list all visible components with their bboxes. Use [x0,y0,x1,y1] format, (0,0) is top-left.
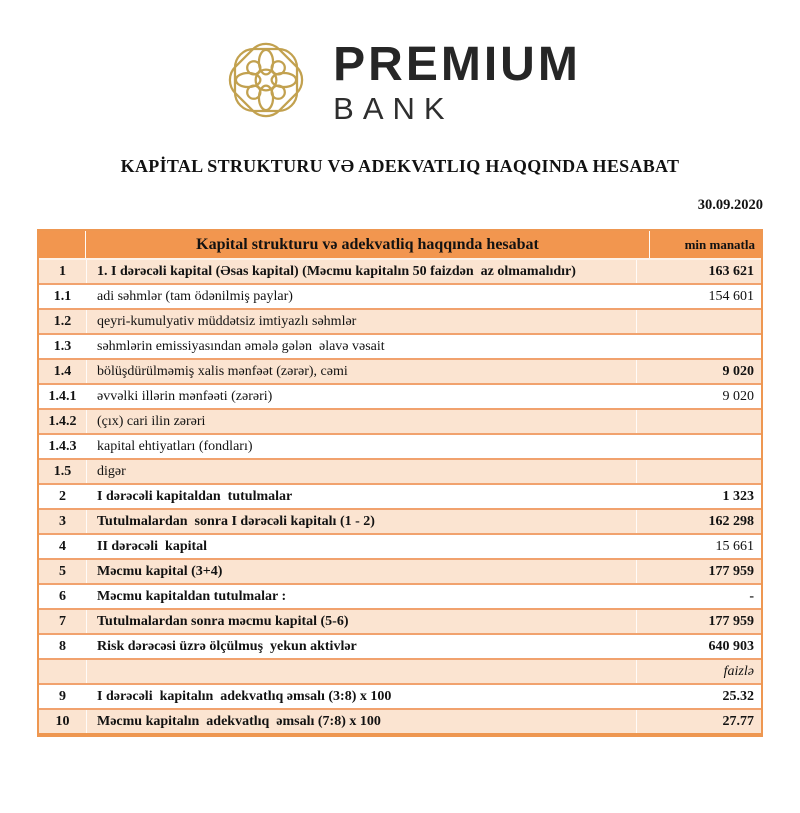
row-value [636,310,761,333]
row-number: 1.5 [53,463,72,479]
row-value: 25.32 [636,685,761,708]
row-number [39,660,86,683]
row-value: 9 020 [636,360,761,383]
row-value: 177 959 [636,610,761,633]
row-value: 177 959 [636,560,761,583]
table-row [39,608,761,633]
table-row [39,633,761,658]
table-row [39,483,761,508]
row-number: 5 [59,563,66,579]
table-row [39,258,761,283]
table-body [39,258,761,733]
row-label: II dərəcəli kapital [86,535,636,558]
table-row [39,408,761,433]
row-number: 1.4.2 [48,413,77,429]
ornamental-knot-icon [219,33,313,132]
table-row [39,533,761,558]
row-number: 4 [59,538,66,554]
row-label: Məcmu kapitalın adekvatlıq əmsalı (7:8) x 100 [86,710,636,733]
row-value: 9 020 [636,385,761,408]
table-row [39,458,761,483]
row-value: 163 621 [636,260,761,283]
table-row [39,708,761,733]
row-label: digər [86,460,636,483]
row-label: bölüşdürülməmiş xalis mənfəət (zərər), cəmi [86,360,636,383]
row-value: 640 903 [636,635,761,658]
table-row [39,358,761,383]
table-row [39,383,761,408]
row-value: 162 298 [636,510,761,533]
row-number: 8 [59,638,66,654]
row-label: (çıx) cari ilin zərəri [86,410,636,433]
row-number: 10 [55,713,70,729]
table-row [39,658,761,683]
row-label: əvvəlki illərin mənfəəti (zərəri) [86,385,636,408]
row-number: 9 [59,688,66,704]
row-value: 27.77 [636,710,761,733]
row-value: 154 601 [636,285,761,308]
header-blank-cell [39,231,86,258]
table-row [39,283,761,308]
logo-name: PREMIUM [333,37,581,91]
row-label: səhmlərin emissiyasından əmələ gələn əlavə vəsait [86,335,636,358]
row-number: 1.3 [53,338,72,354]
capital-structure-table [37,229,763,737]
bank-logo [0,0,800,126]
row-number: 7 [59,613,66,629]
row-number: 1.4 [53,363,72,379]
row-value [636,410,761,433]
header-unit-cell: min manatla [684,236,755,252]
row-number: 1 [59,263,66,279]
row-label: 1. I dərəcəli kapital (Əsas kapital) (Məcmu kapitalın 50 faizdən az olmamalıdır) [86,260,636,283]
table-row [39,683,761,708]
table-row [39,583,761,608]
row-number: 1.4.3 [48,438,77,454]
row-number: 2 [59,488,66,504]
table-header-row [39,231,761,258]
table-row [39,333,761,358]
row-label: I dərəcəli kapitaldan tutulmalar [86,485,636,508]
row-label [86,660,636,683]
row-label: Tutulmalardan sonra I dərəcəli kapitalı (1 - 2) [86,510,636,533]
row-label: I dərəcəli kapitalın adekvatlıq əmsalı (3:8) x 100 [86,685,636,708]
row-value: faizlə [636,660,761,683]
header-title-cell: Kapital strukturu və adekvatliq haqqında hesabat [86,231,650,258]
row-number: 1.2 [53,313,72,329]
report-title: KAPİTAL STRUKTURU VƏ ADEKVATLIQ HAQQINDA HESABAT [120,156,680,176]
row-number: 1.1 [53,288,72,304]
row-number: 6 [59,588,66,604]
row-value [636,335,761,358]
row-value [636,435,761,458]
logo-subname: BANK [333,90,454,126]
row-value: 15 661 [636,535,761,558]
row-label: adi səhmlər (tam ödənilmiş paylar) [86,285,636,308]
logo-wordmark [333,37,581,126]
table-row [39,558,761,583]
row-label: Məcmu kapitaldan tutulmalar : [86,585,636,608]
table-row [39,508,761,533]
row-value [636,460,761,483]
row-label: kapital ehtiyatları (fondları) [86,435,636,458]
row-value: - [636,585,761,608]
row-value: 1 323 [636,485,761,508]
table-row [39,433,761,458]
row-label: Risk dərəcəsi üzrə ölçülmuş yekun aktivlər [86,635,636,658]
report-date: 30.09.2020 [697,197,763,213]
row-label: Tutulmalardan sonra məcmu kapital (5-6) [86,610,636,633]
row-number: 1.4.1 [48,388,77,404]
table-row [39,308,761,333]
row-number: 3 [59,513,66,529]
row-label: qeyri-kumulyativ müddətsiz imtiyazlı səhmlər [86,310,636,333]
row-label: Məcmu kapital (3+4) [86,560,636,583]
